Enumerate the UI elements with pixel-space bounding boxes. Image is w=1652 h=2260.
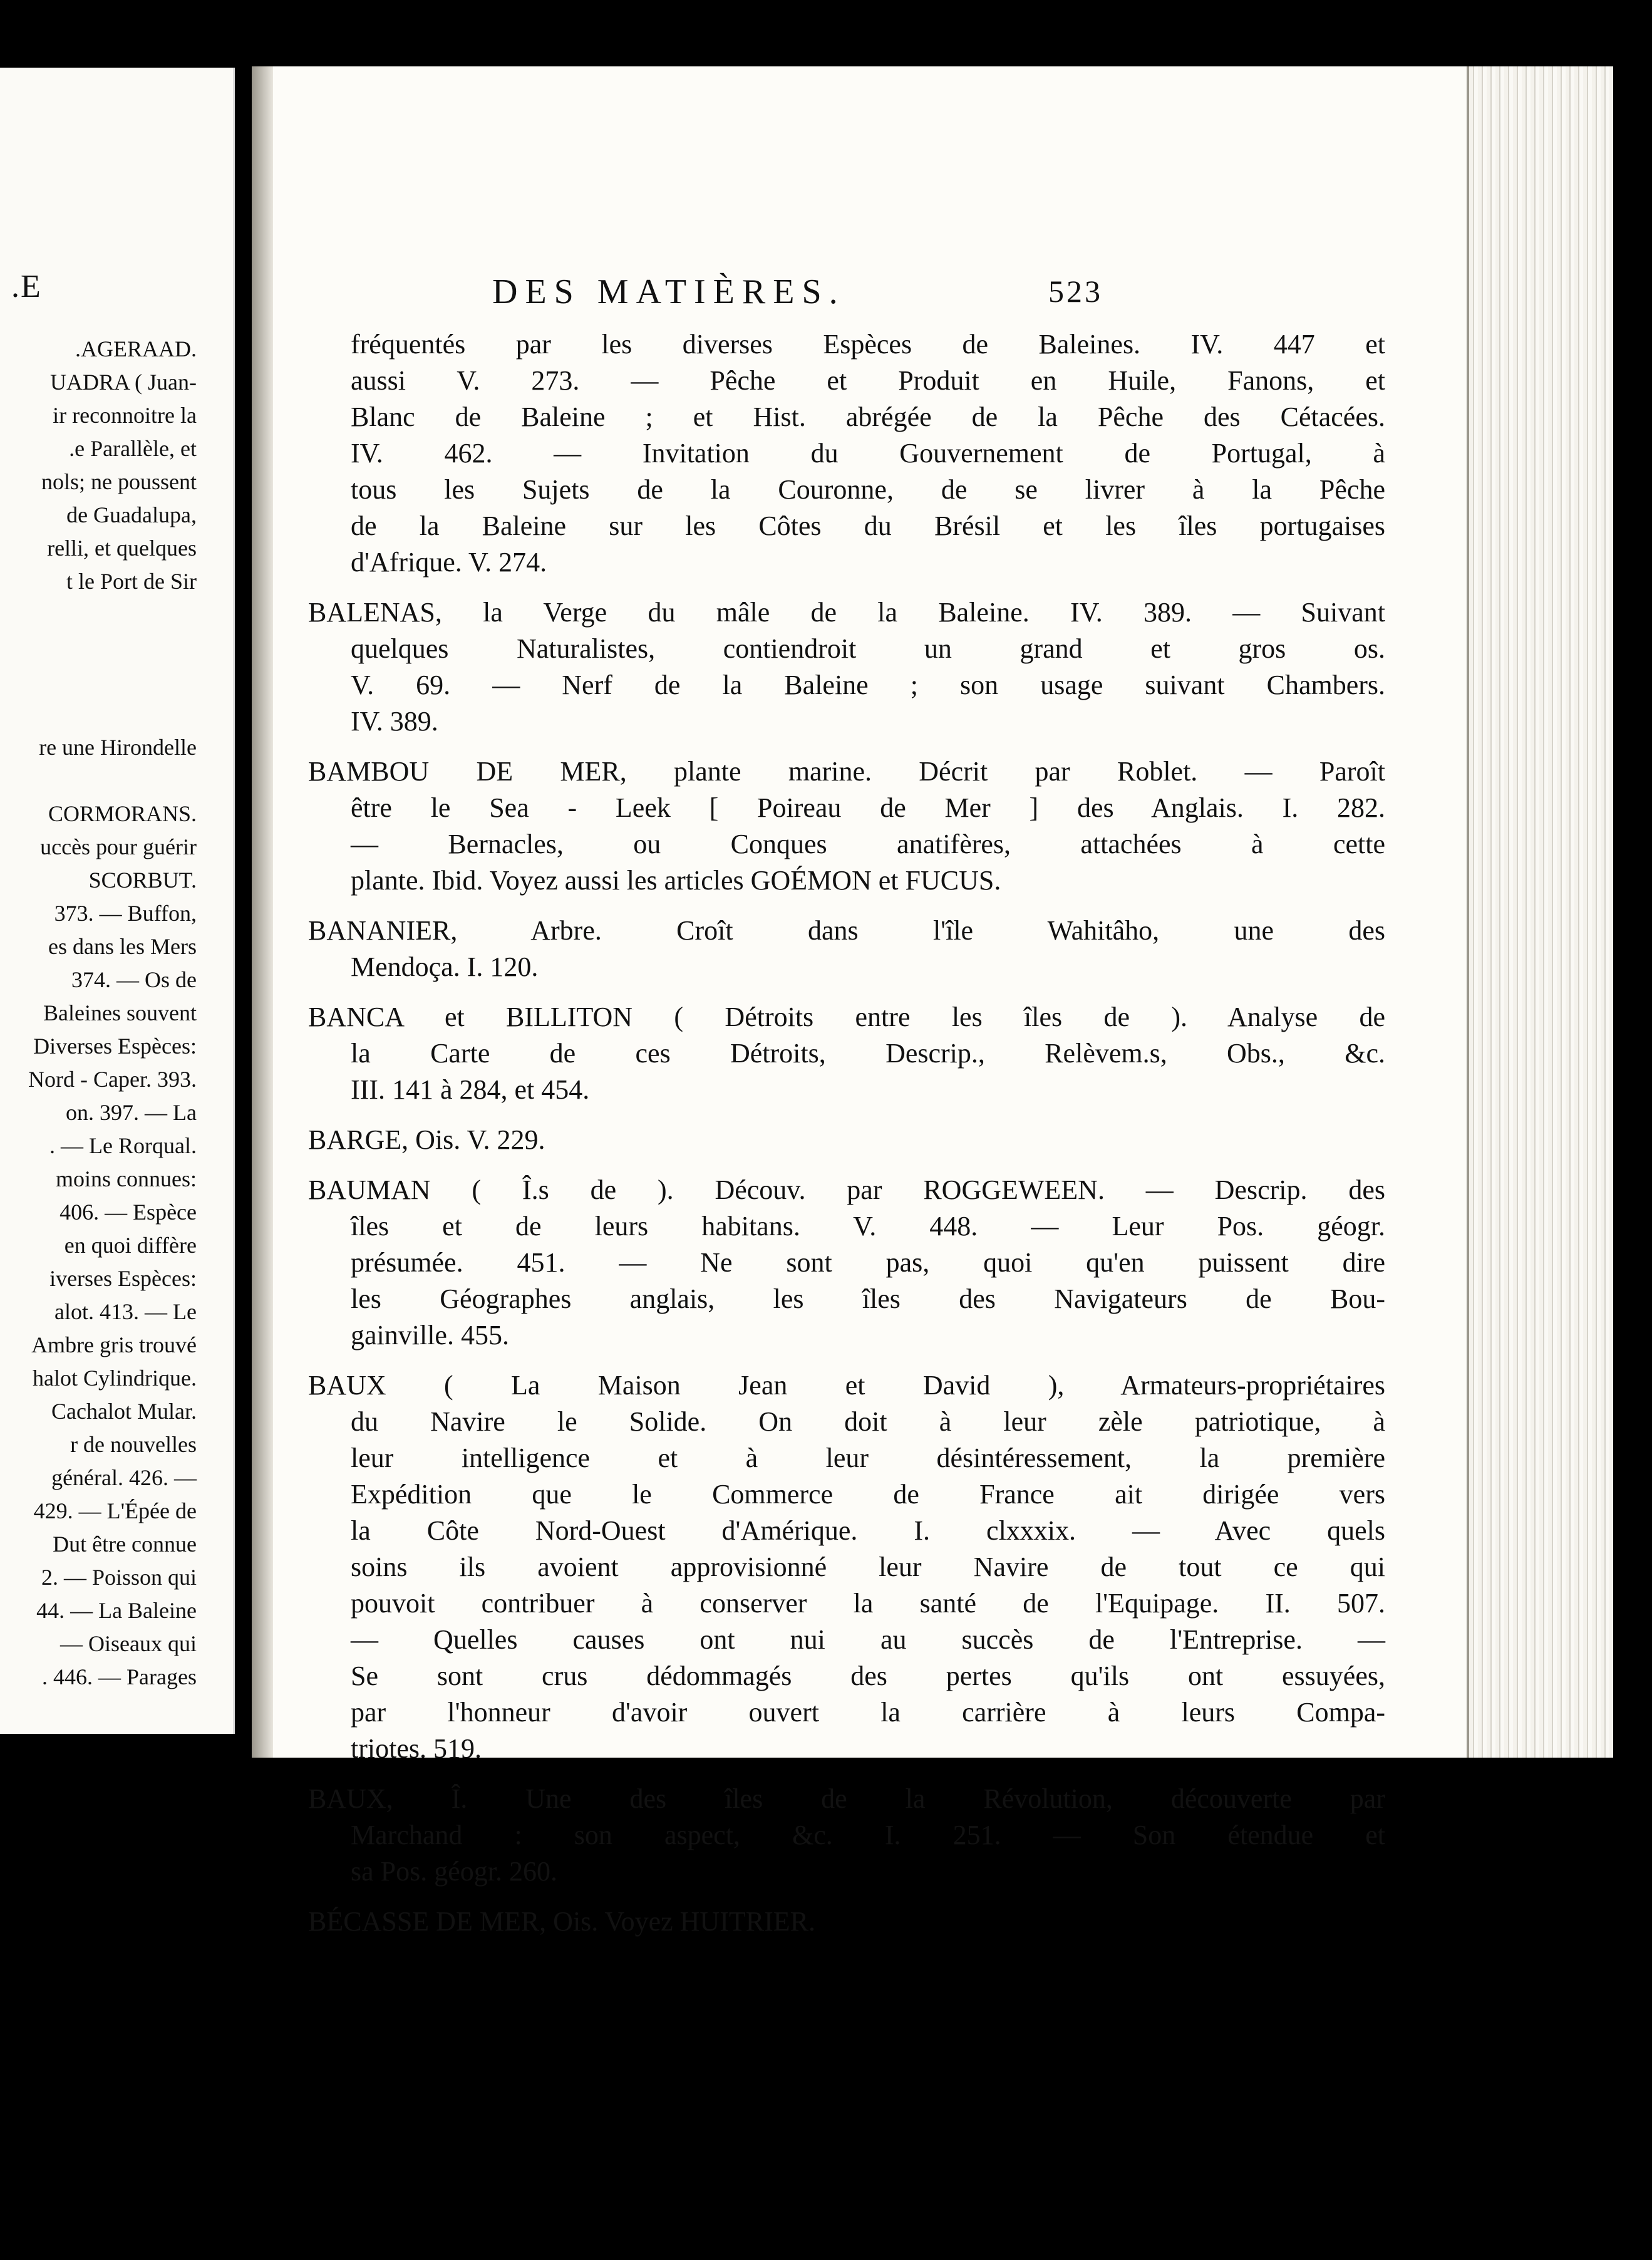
left-page-line: 429. — L'Épée de [33, 1498, 197, 1523]
left-page-line: 373. — Buffon, [54, 901, 197, 926]
page-number: 523 [1048, 274, 1103, 309]
index-entry [308, 999, 1385, 1108]
entry-line: IV. 462. — Invitation du Gouvernement de Portugal, à [351, 438, 1385, 469]
index-entry [308, 754, 1385, 899]
entry-line: BAUMAN ( Î.s de ). Découv. par ROGGEWEEN. — Descrip. des [308, 1174, 1385, 1205]
left-page-line: SCORBUT. [88, 868, 197, 893]
left-page-line: . 446. — Parages [42, 1664, 197, 1689]
entry-line: V. 69. — Nerf de la Baleine ; son usage suivant Chambers. [351, 670, 1385, 700]
index-entry [308, 1367, 1385, 1767]
entry-line: BANANIER, Arbre. Croît dans l'île Wahitâho, une des [308, 915, 1385, 946]
left-page-line: re une Hirondelle [39, 735, 197, 760]
entry-line: BALENAS, la Verge du mâle de la Baleine. IV. 389. — Suivant [308, 597, 1385, 628]
left-page [0, 68, 235, 1734]
page-binding [252, 66, 273, 1758]
entry-line: soins ils avoient approvisionné leur Navire de tout ce qui [351, 1552, 1385, 1582]
left-page-line: relli, et quelques [47, 536, 197, 561]
entry-line: BARGE, Ois. V. 229. [308, 1124, 545, 1155]
entry-line: sa Pos. géogr. 260. [351, 1856, 557, 1887]
entry-line: la Côte Nord-Ouest d'Amérique. I. clxxxix. — Avec quels [351, 1515, 1385, 1546]
index-entry [308, 1122, 1385, 1158]
index-entry [308, 594, 1385, 740]
left-page-line: nols; ne poussent [41, 469, 197, 494]
index-entries [308, 326, 1385, 1954]
entry-line: présumée. 451. — Ne sont pas, quoi qu'en puissent dire [351, 1247, 1385, 1278]
entry-line: leur intelligence et à leur désintéressement, la première [351, 1443, 1385, 1473]
entry-line: triotes. 519. [351, 1733, 482, 1764]
entry-line: IV. 389. [351, 706, 438, 737]
entry-line: III. 141 à 284, et 454. [351, 1074, 590, 1105]
entry-line: tous les Sujets de la Couronne, de se livrer à la Pêche [351, 474, 1385, 505]
entry-line: de la Baleine sur les Côtes du Brésil et les îles portugaises [351, 511, 1385, 541]
entry-line: du Navire le Solide. On doit à leur zèle patriotique, à [351, 1406, 1385, 1437]
entry-line: les Géographes anglais, les îles des Navigateurs de Bou- [351, 1283, 1385, 1314]
left-page-line: 374. — Os de [71, 967, 197, 992]
left-page-line: alot. 413. — Le [54, 1299, 197, 1324]
entry-line: Expédition que le Commerce de France ait dirigée vers [351, 1479, 1385, 1510]
entry-line: quelques Naturalistes, contiendroit un grand et gros os. [351, 633, 1385, 664]
entry-line: gainville. 455. [351, 1320, 509, 1350]
entry-line: — Bernacles, ou Conques anatifères, attachées à cette [351, 829, 1385, 859]
left-page-line: de Guadalupa, [66, 502, 197, 527]
left-page-line: es dans les Mers [48, 934, 197, 959]
entry-line: BAUX ( La Maison Jean et David ), Armateurs-propriétaires [308, 1370, 1385, 1401]
left-page-line: Nord - Caper. 393. [28, 1067, 197, 1092]
left-page-line: .AGERAAD. [75, 336, 197, 361]
left-page-line: UADRA ( Juan- [50, 370, 197, 395]
entry-line: Blanc de Baleine ; et Hist. abrégée de la Pêche des Cétacées. [351, 402, 1385, 432]
entry-line: Marchand : son aspect, &c. I. 251. — Son étendue et [351, 1820, 1385, 1850]
left-page-line: en quoi diffère [64, 1233, 197, 1258]
left-page-line: . — Le Rorqual. [49, 1133, 197, 1158]
entry-line: BANCA et BILLITON ( Détroits entre les îles de ). Analyse de [308, 1002, 1385, 1032]
left-page-line: 406. — Espèce [59, 1200, 197, 1225]
entry-line: BAUX, Î. Une des îles de la Révolution, découverte par [308, 1783, 1385, 1814]
entry-line: BAMBOU DE MER, plante marine. Décrit par Roblet. — Paroît [308, 756, 1385, 787]
entry-line: la Carte de ces Détroits, Descrip., Relèvem.s, Obs., &c. [351, 1038, 1385, 1069]
entry-line: Se sont crus dédommagés des pertes qu'ils ont essuyées, [351, 1661, 1385, 1691]
entry-line: Mendoça. I. 120. [351, 951, 539, 982]
entry-line: BÉCASSE DE MER, Ois. Voyez HUITRIER. [308, 1906, 815, 1937]
left-page-line: moins connues: [56, 1166, 197, 1191]
index-entry [308, 1172, 1385, 1354]
left-page-line: 2. — Poisson qui [41, 1565, 197, 1590]
running-head: DES MATIÈRES. [492, 272, 845, 311]
left-page-line: Baleines souvent [43, 1000, 197, 1025]
entry-line: plante. Ibid. Voyez aussi les articles GOÉMON et FUCUS. [351, 865, 1001, 896]
entry-line: pouvoit contribuer à conserver la santé de l'Equipage. II. 507. [351, 1588, 1385, 1619]
entry-line: être le Sea - Leek [ Poireau de Mer ] des Anglais. I. 282. [351, 792, 1385, 823]
entry-line: îles et de leurs habitans. V. 448. — Leur Pos. géogr. [351, 1211, 1385, 1241]
index-entry [308, 1781, 1385, 1890]
left-page-line: Cachalot Mular. [51, 1399, 197, 1424]
entry-line: — Quelles causes ont nui au succès de l'Entreprise. — [351, 1624, 1385, 1655]
left-page-line: .e Parallèle, et [69, 436, 197, 461]
left-page-line: r de nouvelles [70, 1432, 197, 1457]
left-page-line: iverses Espèces: [49, 1266, 197, 1291]
entry-line: aussi V. 273. — Pêche et Produit en Huile, Fanons, et [351, 365, 1385, 396]
right-page [252, 66, 1611, 1937]
entry-line: par l'honneur d'avoir ouvert la carrière à leurs Compa- [351, 1697, 1385, 1728]
left-page-line: ir reconnoitre la [53, 403, 197, 428]
left-page-line: général. 426. — [51, 1465, 197, 1490]
left-page-line: Dut être connue [53, 1532, 197, 1557]
left-page-line: Diverses Espèces: [33, 1034, 197, 1059]
left-page-line: CORMORANS. [48, 801, 197, 826]
left-page-line: Ambre gris trouvé [31, 1332, 197, 1357]
index-entry [308, 1904, 1385, 1940]
index-entry [308, 913, 1385, 985]
left-page-heading: .E [11, 269, 42, 304]
left-page-line: uccès pour guérir [40, 834, 197, 859]
left-page-line: t le Port de Sir [66, 569, 197, 594]
entry-line: d'Afrique. V. 274. [351, 547, 547, 578]
left-page-line: on. 397. — La [66, 1100, 197, 1125]
left-page-line: halot Cylindrique. [33, 1366, 197, 1391]
index-entry [308, 326, 1385, 581]
entry-line: fréquentés par les diverses Espèces de Baleines. IV. 447 et [351, 329, 1385, 360]
left-page-line: — Oiseaux qui [60, 1631, 197, 1656]
page-edge [1467, 66, 1613, 1758]
left-page-line: 44. — La Baleine [36, 1598, 197, 1623]
